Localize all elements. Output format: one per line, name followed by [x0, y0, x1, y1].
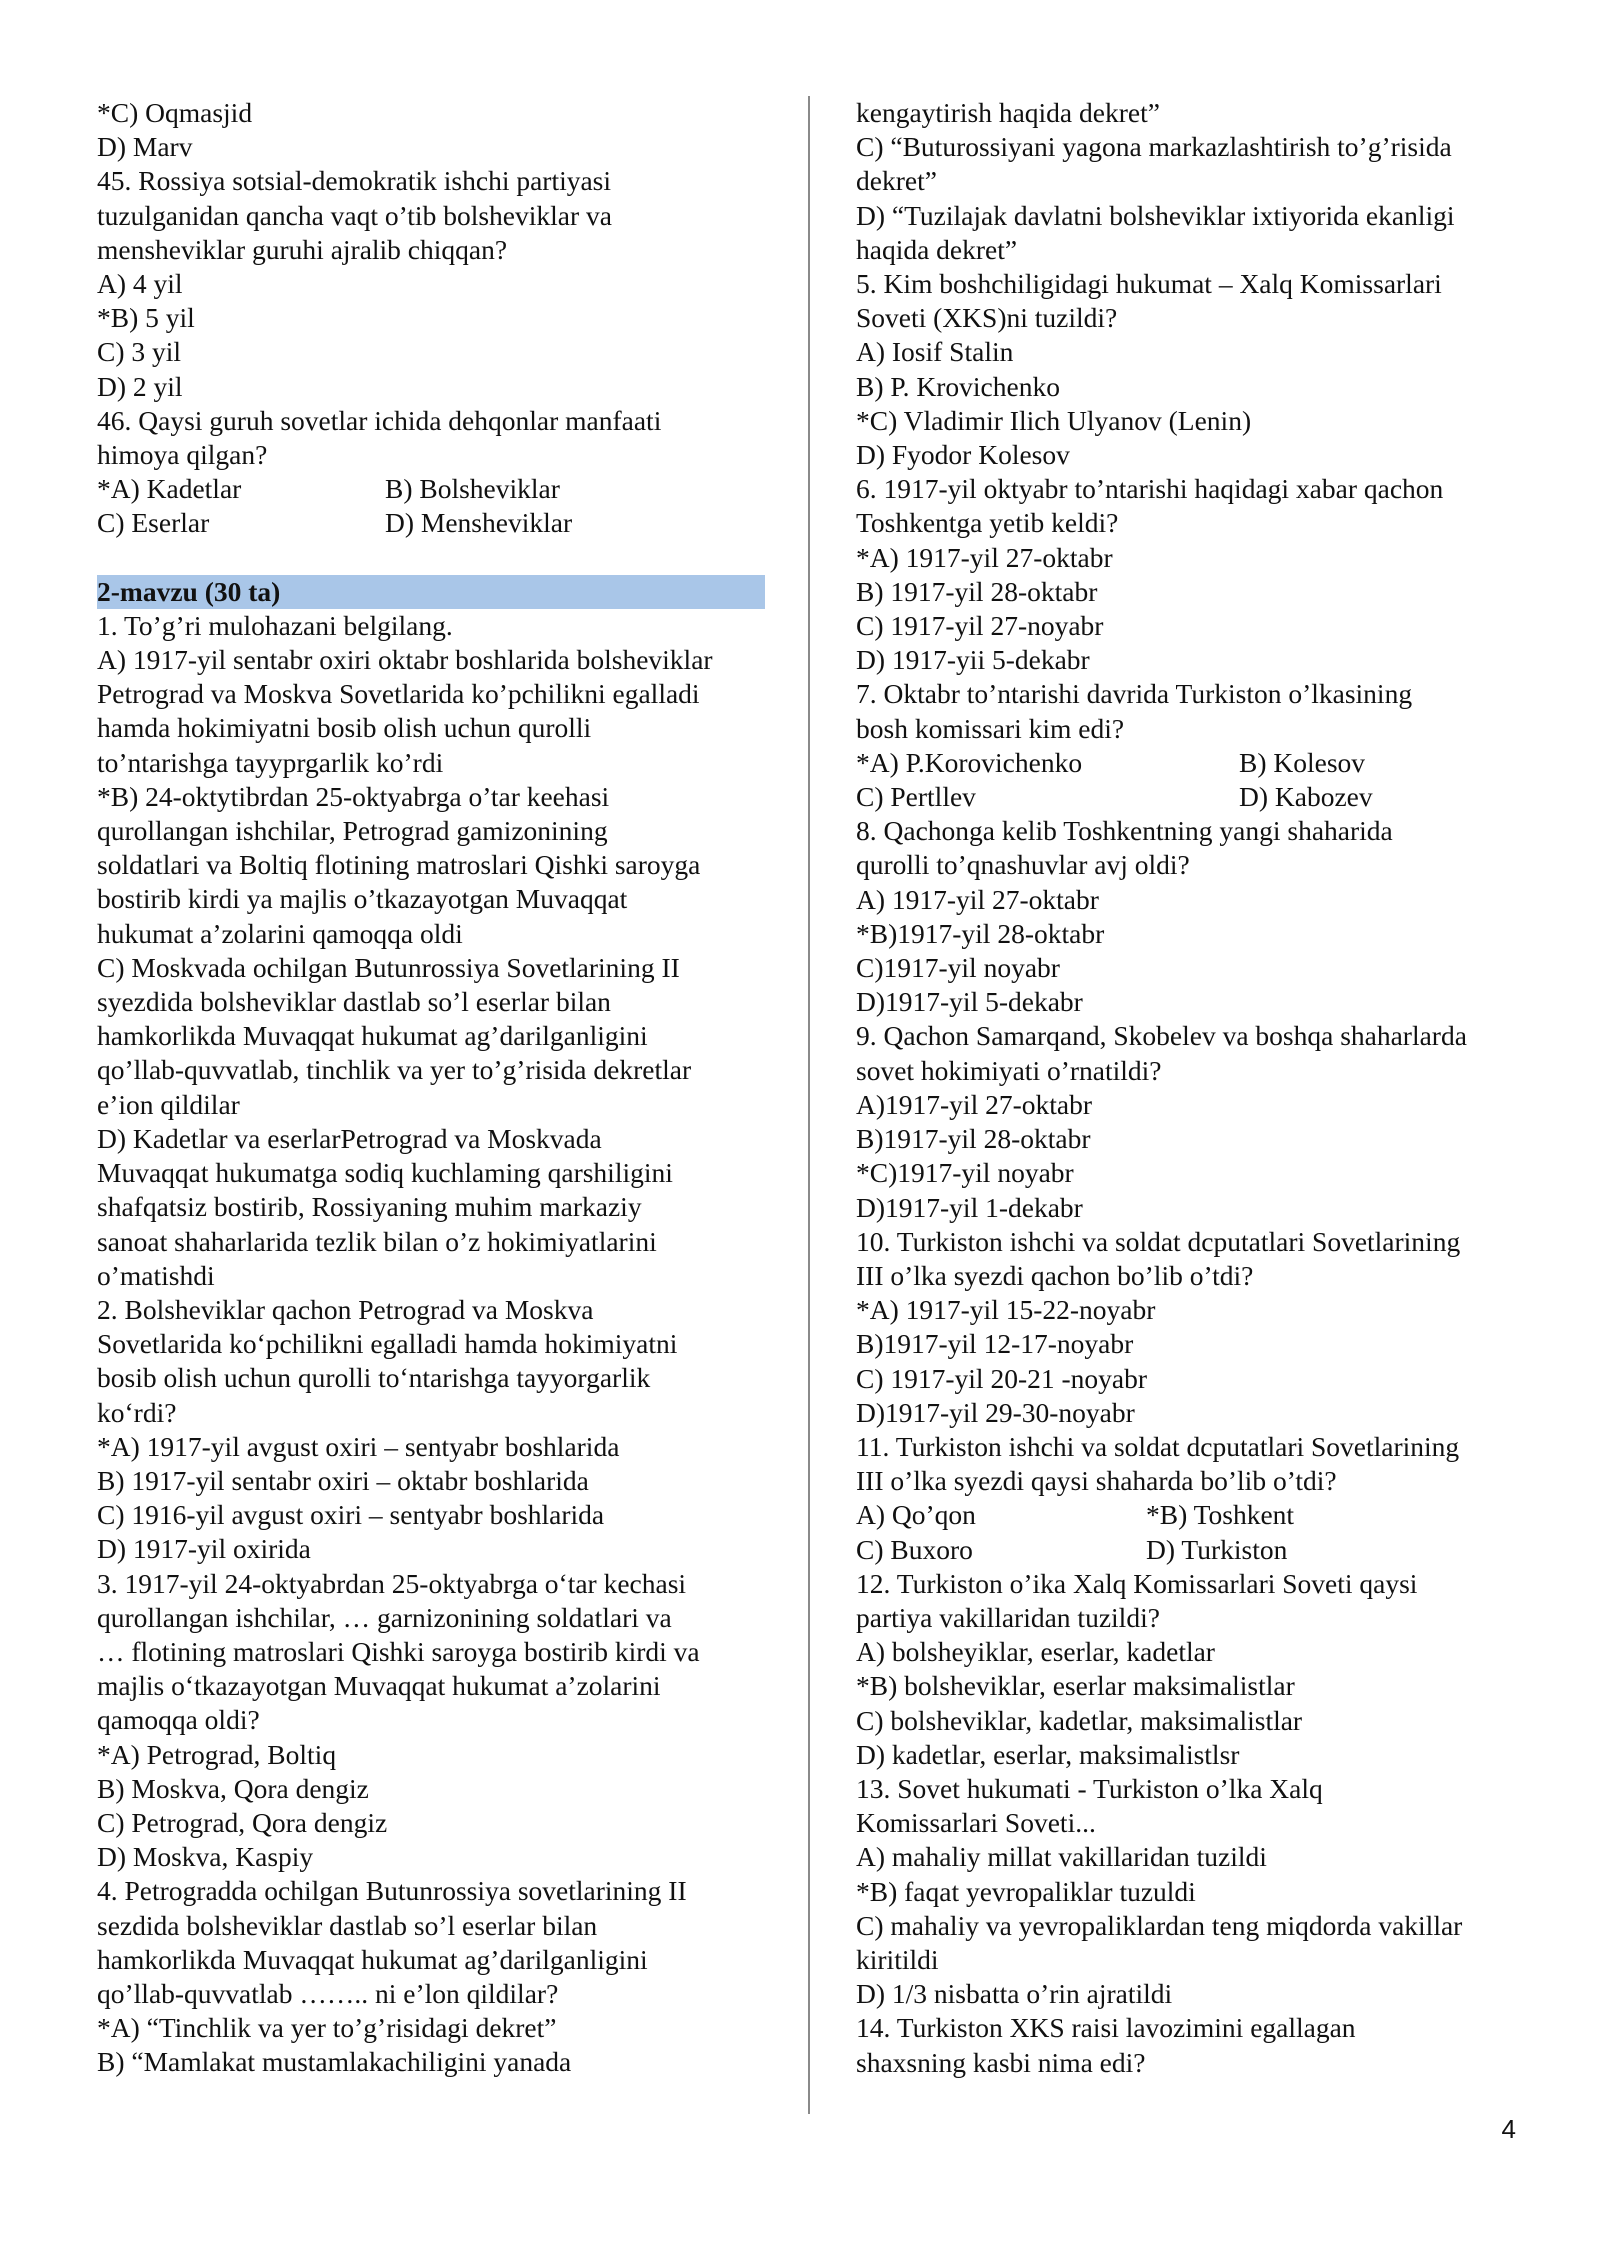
text-line: qo’llab-quvvatlab, tinchlik va yer to’g’risida dekretlar	[97, 1054, 692, 1086]
text-line: B) Moskva, Qora dengiz	[97, 1772, 369, 1804]
text-line: *A) 1917-yil avgust oxiri – sentyabr boshlarida	[97, 1430, 620, 1462]
text-line: Toshkentga yetib keldi?	[856, 507, 1119, 539]
text-line: *C) Oqmasjid	[97, 97, 253, 128]
text-line: *A) 1917-yil 15-22-noyabr	[856, 1294, 1156, 1326]
text-line: III o’lka syezdi qachon bo’lib o’tdi?	[856, 1259, 1254, 1291]
text-line: haqida dekret”	[856, 233, 1018, 265]
text-line: A) bolsheyiklar, eserlar, kadetlar	[856, 1636, 1215, 1668]
text-line: kiritildi	[856, 1943, 939, 1975]
answer-option: B) Kolesov	[1239, 746, 1366, 778]
answer-option: A) Qo’qon	[856, 1499, 976, 1531]
text-line: majlis o‘tkazayotgan Muvaqqat hukumat a’zolarini	[97, 1670, 661, 1702]
text-line: shafqatsiz bostirib, Rossiyaning muhim markaziy	[97, 1191, 642, 1223]
right-block-b	[856, 814, 1536, 1498]
text-line: 10. Turkiston ishchi va soldat dcputatlari Sovetlarining	[856, 1225, 1461, 1257]
text-line: B)1917-yil 28-oktabr	[856, 1123, 1091, 1155]
text-line: A) Iosif Stalin	[856, 336, 1014, 368]
text-line: A) 4 yil	[97, 268, 183, 300]
text-line: soldatlari va Boltiq flotining matroslari Qishki saroyga	[97, 849, 701, 881]
text-line: 8. Qachonga kelib Toshkentning yangi shaharida	[856, 815, 1393, 847]
text-line: bostirib kirdi ya majlis o’tkazayotgan Muvaqqat	[97, 883, 628, 915]
text-line: D) 2 yil	[97, 370, 183, 402]
text-line: D)1917-yil 5-dekabr	[856, 986, 1083, 1018]
text-line: qo’llab-quvvatlab …….. ni e’lon qildilar?	[97, 1977, 559, 2009]
text-line: A)1917-yil 27-oktabr	[856, 1088, 1092, 1120]
text-line: 13. Sovet hukumati - Turkiston o’lka Xalq	[856, 1772, 1323, 1804]
answer-option-row	[97, 506, 769, 540]
text-line: C) Petrograd, Qora dengiz	[97, 1806, 388, 1838]
right-block-a	[856, 96, 1536, 746]
answer-option-row	[856, 1498, 1536, 1532]
text-line: 7. Oktabr to’ntarishi davrida Turkiston o’lkasining	[856, 678, 1413, 710]
answer-option: D) Kabozev	[1239, 781, 1373, 813]
text-line: A) 1917-yil sentabr oxiri oktabr boshlarida bolsheviklar	[97, 644, 713, 676]
text-line: D) kadetlar, eserlar, maksimalistlsr	[856, 1738, 1240, 1770]
text-line: 2. Bolsheviklar qachon Petrograd va Moskva	[97, 1293, 594, 1325]
right-block-c	[856, 1567, 1536, 2080]
text-line: hamkorlikda Muvaqqat hukumat ag’darilganligini	[97, 1943, 648, 1975]
text-line: D) Fyodor Kolesov	[856, 439, 1070, 471]
text-line: … flotining matroslari Qishki saroyga bostirib kirdi va	[97, 1635, 700, 1667]
text-line: ko‘rdi?	[97, 1396, 177, 1428]
text-line: *A) 1917-yil 27-oktabr	[856, 541, 1113, 573]
text-line: B) 1917-yil sentabr oxiri – oktabr boshlarida	[97, 1464, 589, 1496]
text-line: C) 1917-yil 20-21 -noyabr	[856, 1362, 1147, 1394]
text-line: D) Kadetlar va eserlarPetrograd va Moskvada	[97, 1122, 602, 1154]
text-line: e’ion qildilar	[97, 1088, 240, 1120]
q11-options	[856, 1498, 1536, 1566]
text-line: Petrograd va Moskva Sovetlarida ko’pchilikni egalladi	[97, 678, 700, 710]
text-line: D)1917-yil 1-dekabr	[856, 1191, 1083, 1223]
text-line: D)1917-yil 29-30-noyabr	[856, 1396, 1135, 1428]
left-column	[97, 96, 769, 2080]
text-line: 5. Kim boshchiligidagi hukumat – Xalq Komissarlari	[856, 268, 1442, 300]
text-line: *B) bolsheviklar, eserlar maksimalistlar	[856, 1670, 1295, 1702]
text-line: syezdida bolsheviklar dastlab so’l eserlar bilan	[97, 986, 611, 1018]
text-line: partiya vakillaridan tuzildi?	[856, 1601, 1160, 1633]
text-line: Soveti (XKS)ni tuzildi?	[856, 302, 1118, 334]
text-line: C) mahaliy va yevropaliklardan teng miqdorda vakillar	[856, 1909, 1463, 1941]
text-line: mensheviklar guruhi ajralib chiqqan?	[97, 233, 508, 265]
text-line: tuzulganidan qancha vaqt o’tib bolsheviklar va	[97, 199, 612, 231]
text-line: 45. Rossiya sotsial-demokratik ishchi partiyasi	[97, 165, 612, 197]
text-line: kengaytirish haqida dekret”	[856, 97, 1160, 128]
text-line: A) mahaliy millat vakillaridan tuzildi	[856, 1841, 1267, 1873]
answer-option-row	[97, 472, 769, 506]
text-line: shaxsning kasbi nima edi?	[856, 2046, 1146, 2078]
left-top-block	[97, 96, 769, 472]
text-line: D) Marv	[97, 131, 193, 163]
text-line: 14. Turkiston XKS raisi lavozimini egallagan	[856, 2012, 1356, 2044]
text-line: 4. Petrogradda ochilgan Butunrossiya sovetlarining II	[97, 1875, 687, 1907]
blank-line	[97, 541, 769, 575]
text-line: C) 1917-yil 27-noyabr	[856, 610, 1104, 642]
text-line: Komissarlari Soveti...	[856, 1807, 1096, 1839]
answer-option: *A) P.Korovichenko	[856, 746, 1083, 778]
text-line: 3. 1917-yil 24-oktyabrdan 25-oktyabrga o‘tar kechasi	[97, 1567, 687, 1599]
text-line: sovet hokimiyati o’rnatildi?	[856, 1054, 1162, 1086]
right-column	[856, 96, 1536, 2080]
text-line: D) 1917-yii 5-dekabr	[856, 644, 1090, 676]
text-line: qurollangan ishchilar, … garnizonining soldatlari va	[97, 1601, 672, 1633]
text-line: C) 1916-yil avgust oxiri – sentyabr boshlarida	[97, 1499, 605, 1531]
text-line: 46. Qaysi guruh sovetlar ichida dehqonlar manfaati	[97, 404, 662, 436]
text-line: *B)1917-yil 28-oktabr	[856, 917, 1105, 949]
answer-option-row	[856, 1533, 1536, 1567]
text-line: Sovetlarida ko‘pchilikni egalladi hamda hokimiyatni	[97, 1328, 678, 1360]
text-line: C) Moskvada ochilgan Butunrossiya Sovetlarining II	[97, 951, 680, 983]
text-line: himoya qilgan?	[97, 439, 268, 471]
text-line: 12. Turkiston o’ika Xalq Komissarlari Soveti qaysi	[856, 1567, 1418, 1599]
text-line: 9. Qachon Samarqand, Skobelev va boshqa shaharlarda	[856, 1020, 1467, 1052]
text-line: B) P. Krovichenko	[856, 370, 1060, 402]
text-line: qurollangan ishchilar, Petrograd gamizonining	[97, 815, 608, 847]
text-line: qurolli to’qnashuvlar avj oldi?	[856, 849, 1190, 881]
text-line: B) 1917-yil 28-oktabr	[856, 575, 1098, 607]
text-line: *C) Vladimir Ilich Ulyanov (Lenin)	[856, 404, 1252, 436]
answer-option: C) Pertllev	[856, 781, 976, 813]
answer-option: D) Mensheviklar	[385, 507, 573, 539]
text-line: bosh komissari kim edi?	[856, 712, 1125, 744]
q7-options	[856, 746, 1536, 814]
text-line: D) Moskva, Kaspiy	[97, 1841, 314, 1873]
text-line: C) 3 yil	[97, 336, 182, 368]
text-line: bosib olish uchun qurolli to‘ntarishga tayyorgarlik	[97, 1362, 651, 1394]
text-line: A) 1917-yil 27-oktabr	[856, 883, 1099, 915]
text-line: to’ntarishga tayyprgarlik ko’rdi	[97, 746, 444, 778]
text-line: *B) faqat yevropaliklar tuzuldi	[856, 1875, 1196, 1907]
text-line: C) bolsheviklar, kadetlar, maksimalistlar	[856, 1704, 1303, 1736]
q46-options	[97, 472, 769, 540]
text-line: 11. Turkiston ishchi va soldat dcputatlari Sovetlarining	[856, 1430, 1460, 1462]
text-line: dekret”	[856, 165, 937, 197]
section-heading: 2-mavzu (30 ta)	[97, 575, 765, 609]
text-line: C) “Buturossiyani yagona markazlashtirish to’g’risida	[856, 131, 1452, 163]
page-number: 4	[1501, 2114, 1516, 2144]
answer-option-row	[856, 780, 1536, 814]
text-line: *B) 5 yil	[97, 302, 195, 334]
answer-option: D) Turkiston	[1146, 1533, 1288, 1565]
text-line: D) “Tuzilajak davlatni bolsheviklar ixtiyorida ekanligi	[856, 199, 1455, 231]
text-line: qamoqqa oldi?	[97, 1704, 260, 1736]
text-line: *A) “Tinchlik va yer to’g’risidagi dekret”	[97, 2012, 557, 2044]
text-line: sezdida bolsheviklar dastlab so’l eserlar bilan	[97, 1909, 598, 1941]
answer-option-row	[856, 746, 1536, 780]
text-line: B) “Mamlakat mustamlakachiligini yanada	[97, 2046, 572, 2078]
answer-option: C) Eserlar	[97, 507, 210, 539]
answer-option: *B) Toshkent	[1146, 1499, 1295, 1531]
text-line: *C)1917-yil noyabr	[856, 1157, 1074, 1189]
text-line: III o’lka syezdi qaysi shaharda bo’lib o’tdi?	[856, 1465, 1337, 1497]
text-line: D) 1917-yil oxirida	[97, 1533, 311, 1565]
text-line: hamda hokimiyatni bosib olish uchun qurolli	[97, 712, 592, 744]
text-line: 1. To’g’ri mulohazani belgilang.	[97, 609, 453, 641]
text-line: sanoat shaharlarida tezlik bilan o’z hokimiyatlarini	[97, 1225, 657, 1257]
text-line: 6. 1917-yil oktyabr to’ntarishi haqidagi xabar qachon	[856, 473, 1444, 505]
column-divider	[808, 96, 810, 2114]
answer-option: C) Buxoro	[856, 1533, 973, 1565]
text-line: D) 1/3 nisbatta o’rin ajratildi	[856, 1978, 1173, 2010]
left-main-block	[97, 609, 769, 2080]
text-line: C)1917-yil noyabr	[856, 952, 1060, 984]
text-line: B)1917-yil 12-17-noyabr	[856, 1328, 1134, 1360]
text-line: o’matishdi	[97, 1259, 215, 1291]
text-line: hukumat a’zolarini qamoqqa oldi	[97, 917, 463, 949]
text-line: hamkorlikda Muvaqqat hukumat ag’darilganligini	[97, 1020, 648, 1052]
text-line: *B) 24-oktytibrdan 25-oktyabrga o’tar keehasi	[97, 780, 610, 812]
text-line: Muvaqqat hukumatga sodiq kuchlaming qarshiligini	[97, 1157, 673, 1189]
text-line: *A) Petrograd, Boltiq	[97, 1738, 337, 1770]
answer-option: *A) Kadetlar	[97, 473, 242, 505]
answer-option: B) Bolsheviklar	[385, 473, 560, 505]
